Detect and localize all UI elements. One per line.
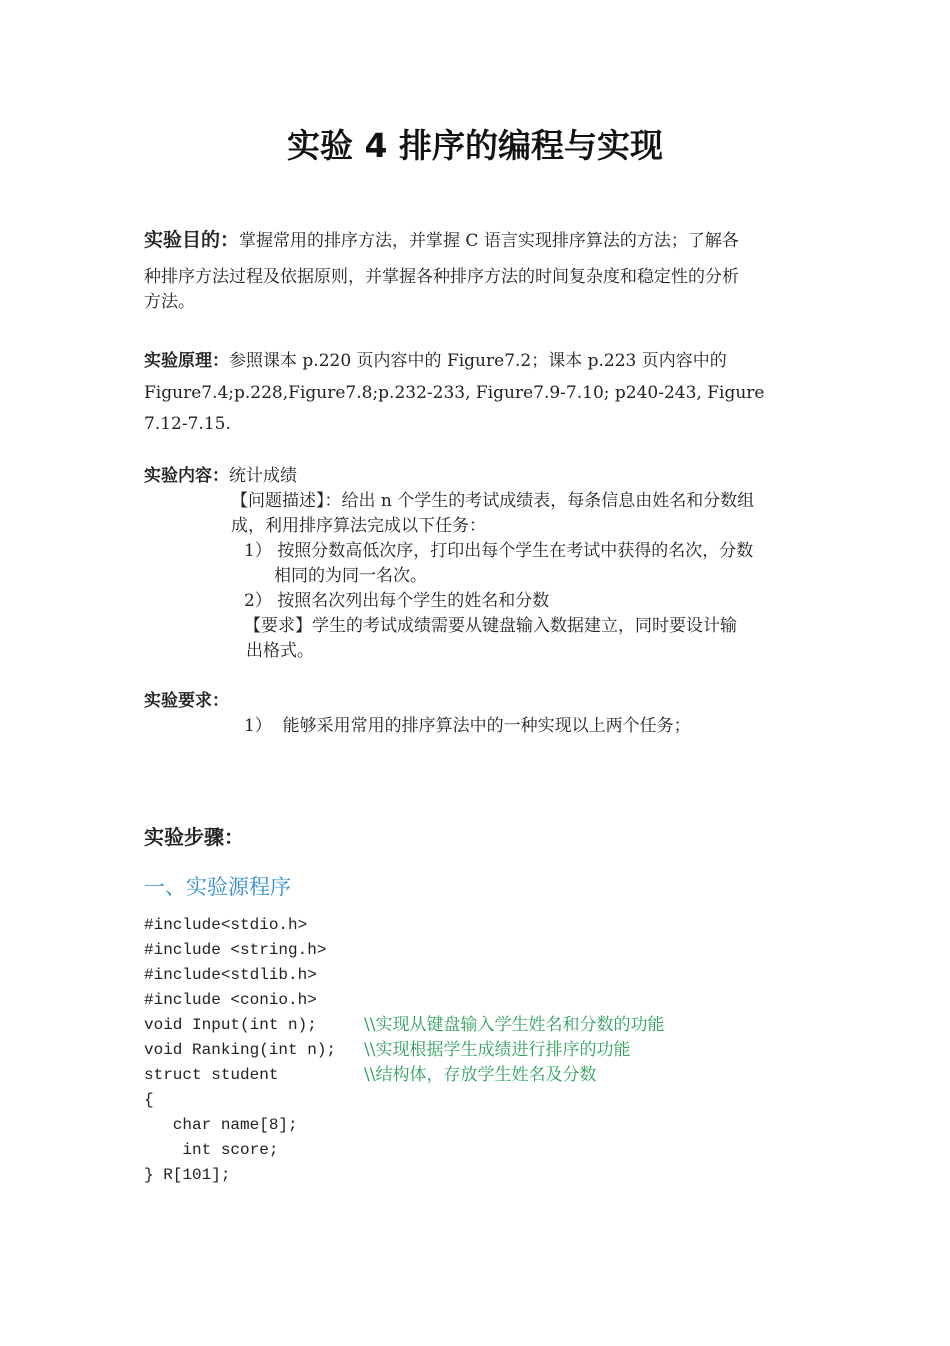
purpose-label: 实验目的： (144, 229, 240, 251)
code-line: #include <conio.h> (144, 991, 317, 1009)
principle-text: 参照课本 p.220 页内容中的 Figure7.2；课本 p.223 页内容中的 (229, 351, 727, 371)
content-text-4: 相同的为同一名次。 (274, 566, 427, 586)
code-comment: \\结构体，存放学生姓名及分数 (364, 1065, 597, 1085)
purpose-line-2: 种排序方法过程及依据原则，并掌握各种排序方法的时间复杂度和稳定性的分析 (144, 267, 739, 287)
steps-label: 实验步骤： (144, 825, 244, 849)
page-title: 实验 4 排序的编程与实现 (287, 126, 663, 165)
principle-label: 实验原理： (144, 351, 229, 371)
code-line: #include<stdlib.h> (144, 966, 317, 984)
requirements-label: 实验要求： (144, 691, 229, 711)
principle-line-2: Figure7.4;p.228,Figure7.8;p.232-233, Figure7.9-7.10; p240-243, Figure (144, 383, 765, 403)
content-text-5: 2） 按照名次列出每个学生的姓名和分数 (244, 591, 550, 611)
purpose-text: 掌握常用的排序方法，并掌握 C 语言实现排序算法的方法；了解各 (239, 231, 739, 251)
content-label: 实验内容： (144, 466, 229, 486)
code-line: void Ranking(int n); (144, 1041, 337, 1059)
requirement-item: 1） 能够采用常用的排序算法中的一种实现以上两个任务； (244, 716, 691, 736)
code-line: void Input(int n); (144, 1016, 317, 1034)
code-line: char name[8]; (144, 1116, 298, 1134)
purpose-line-1 (144, 229, 739, 252)
content-text-7: 出格式。 (246, 641, 314, 661)
content-topic: 统计成绩 (229, 466, 297, 486)
code-line: #include<stdio.h> (144, 916, 308, 934)
content-line (144, 465, 297, 487)
code-line: struct student (144, 1066, 279, 1084)
content-text-6: 【要求】学生的考试成绩需要从键盘输入数据建立，同时要设计输 (244, 616, 737, 636)
code-line: } R[101]; (144, 1166, 231, 1184)
code-line: int score; (144, 1141, 279, 1159)
code-line: #include <string.h> (144, 941, 327, 959)
principle-line-3: 7.12-7.15. (144, 414, 231, 434)
principle-line-1 (144, 350, 727, 372)
content-text-1: 【问题描述】：给出 n 个学生的考试成绩表，每条信息由姓名和分数组 (231, 491, 755, 511)
code-line: { (144, 1091, 154, 1109)
section-heading: 一、实验源程序 (144, 875, 291, 899)
code-comment: \\实现根据学生成绩进行排序的功能 (364, 1040, 631, 1060)
purpose-line-3: 方法。 (144, 292, 195, 312)
code-comment: \\实现从键盘输入学生姓名和分数的功能 (364, 1015, 665, 1035)
content-text-3: 1） 按照分数高低次序，打印出每个学生在考试中获得的名次，分数 (244, 541, 754, 561)
content-text-2: 成，利用排序算法完成以下任务： (231, 516, 486, 536)
